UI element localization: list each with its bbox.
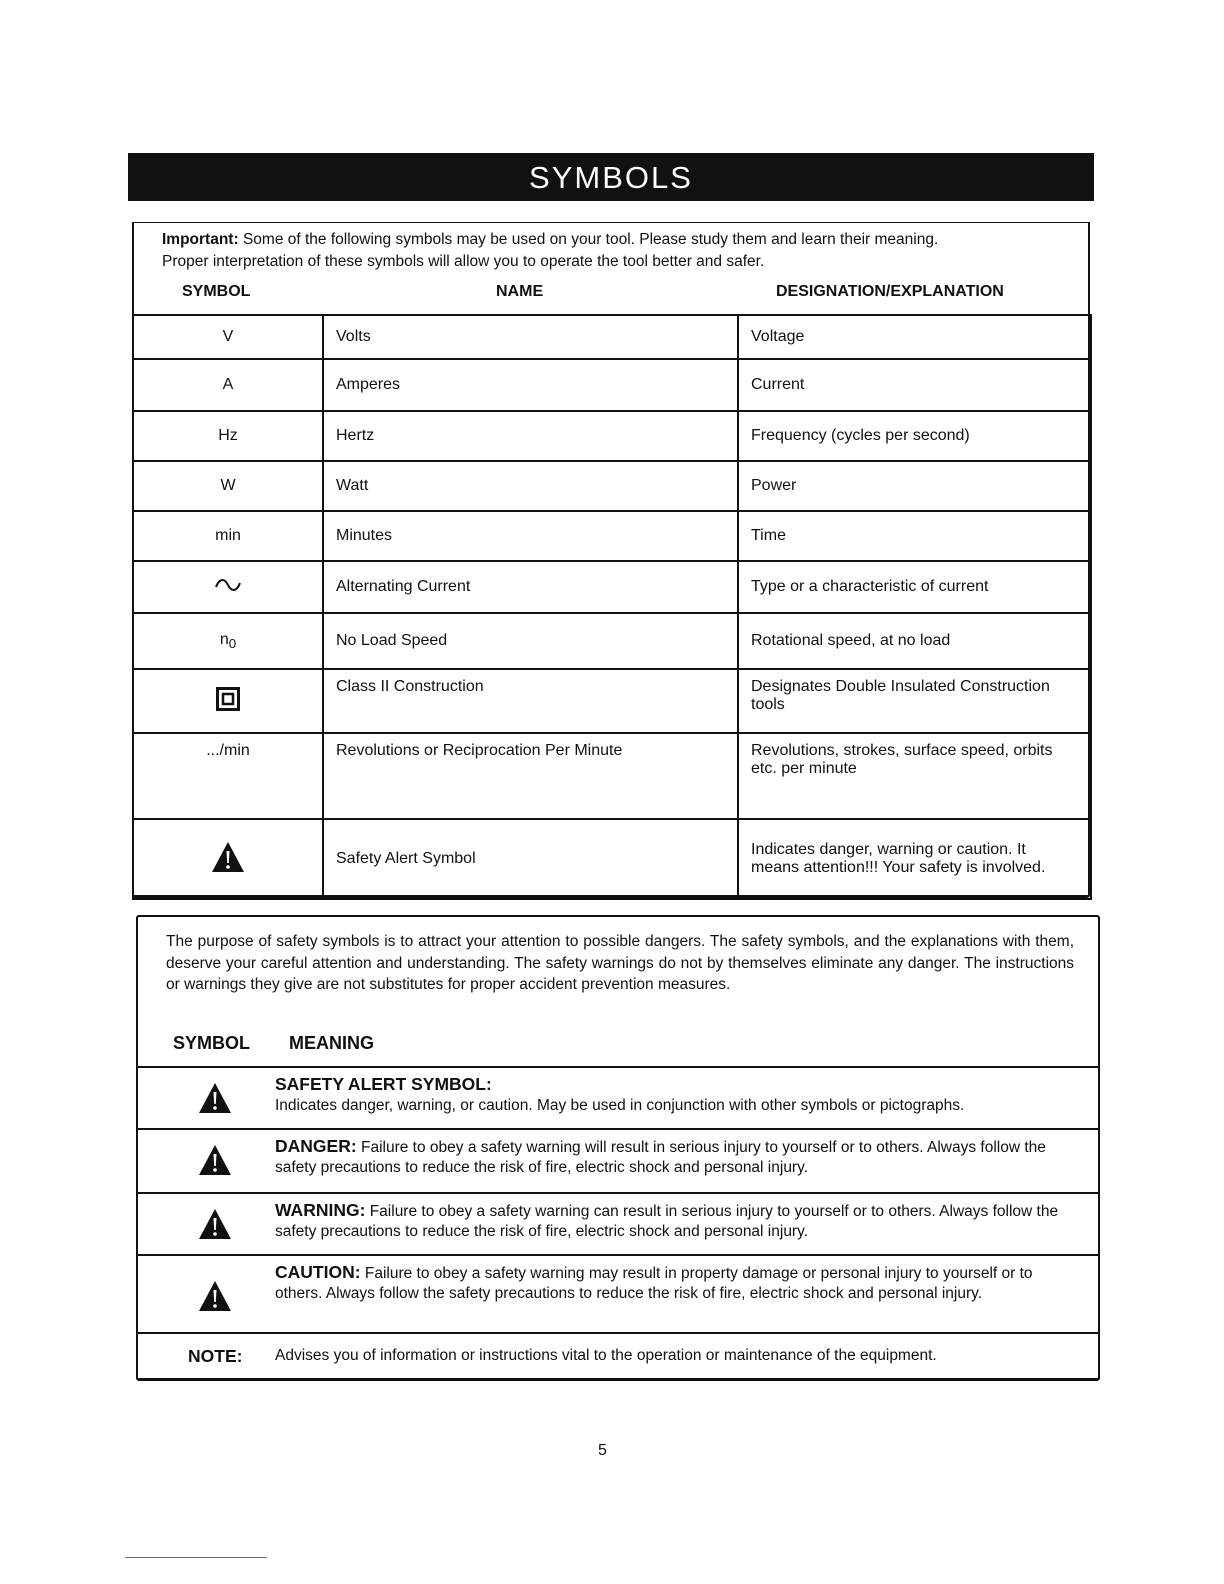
table-row	[133, 613, 1091, 669]
column-header-name: NAME	[496, 283, 544, 300]
table-row	[133, 819, 1091, 899]
symbols-table	[132, 314, 1092, 900]
warning-triangle-icon	[198, 1082, 232, 1119]
symbol-text: V	[222, 328, 234, 345]
meaning-label: DANGER:	[275, 1136, 357, 1156]
symbol-cell	[133, 315, 323, 359]
designation-cell: Power	[738, 461, 1091, 511]
symbol-text: A	[222, 376, 234, 393]
symbol-subscript: 0	[228, 636, 237, 652]
table-row	[133, 315, 1091, 359]
symbol-cell	[133, 733, 323, 819]
symbol-cell	[133, 613, 323, 669]
name-cell: Minutes	[323, 511, 738, 561]
meaning-text	[275, 1200, 1080, 1242]
symbol-cell	[133, 411, 323, 461]
meaning-text	[275, 1136, 1080, 1178]
name-cell: Watt	[323, 461, 738, 511]
meaning-header-meaning: MEANING	[289, 1033, 374, 1053]
table-row	[133, 461, 1091, 511]
meaning-text	[275, 1262, 1080, 1304]
column-header-designation: DESIGNATION/EXPLANATION	[776, 283, 1004, 300]
class-ii-double-square-icon	[216, 698, 240, 715]
note-text: Advises you of information or instructions vital to the operation or maintenance of the equipment.	[275, 1347, 937, 1364]
warning-triangle-icon	[198, 1208, 232, 1245]
meaning-label: SAFETY ALERT SYMBOL:	[275, 1074, 492, 1094]
table-row	[133, 359, 1091, 411]
symbol-text: Hz	[218, 427, 238, 444]
symbol-cell	[133, 819, 323, 899]
meaning-description: Indicates danger, warning, or caution. May be used in conjunction with other symbols or pictographs.	[275, 1097, 965, 1114]
table-row	[133, 511, 1091, 561]
designation-cell: Revolutions, strokes, surface speed, orbits etc. per minute	[738, 733, 1091, 819]
designation-cell: Designates Double Insulated Construction tools	[738, 669, 1091, 733]
symbol-text: .../min	[206, 742, 250, 759]
designation-cell: Voltage	[738, 315, 1091, 359]
meaning-description: Failure to obey a safety warning may result in property damage or personal injury to yourself or to others. Always follow the safety precautions to reduce the risk of fire, electric shock and personal injury.	[275, 1265, 1033, 1302]
meaning-label: WARNING:	[275, 1200, 366, 1220]
warning-triangle-icon	[198, 1144, 232, 1181]
page-number: 5	[598, 1442, 607, 1459]
name-cell: Alternating Current	[323, 561, 738, 613]
name-cell: Volts	[323, 315, 738, 359]
name-cell: Hertz	[323, 411, 738, 461]
meaning-row	[136, 1254, 1100, 1332]
symbol-cell	[133, 511, 323, 561]
symbol-cell	[133, 669, 323, 733]
table-row	[133, 411, 1091, 461]
meaning-header-symbol: SYMBOL	[173, 1033, 251, 1053]
meaning-row	[136, 1192, 1100, 1254]
designation-cell: Current	[738, 359, 1091, 411]
designation-cell: Time	[738, 511, 1091, 561]
symbol-text: n	[219, 630, 229, 648]
column-header-symbol: SYMBOL	[182, 283, 251, 300]
name-cell: Amperes	[323, 359, 738, 411]
meaning-row	[136, 1128, 1100, 1192]
note-row	[136, 1332, 1100, 1380]
designation-cell: Indicates danger, warning or caution. It means attention!!! Your safety is involved.	[738, 819, 1091, 899]
note-label: NOTE:	[188, 1346, 243, 1366]
purpose-paragraph: The purpose of safety symbols is to attract your attention to possible dangers. The safety symbols, and the explanations with them, deserve your careful attention and understanding. The safety warnings do not by themselves eliminate any danger. The instructions or warnings they give are not substitutes for proper accident prevention measures.	[166, 933, 1074, 993]
symbol-text: min	[215, 527, 241, 544]
warning-triangle-icon	[198, 1280, 232, 1317]
meaning-label: CAUTION:	[275, 1262, 361, 1282]
footer-line	[125, 1557, 267, 1558]
name-cell: Class II Construction	[323, 669, 738, 733]
meaning-row	[136, 1066, 1100, 1128]
meaning-description: Failure to obey a safety warning will result in serious injury to yourself or to others. Always follow the safety precautions to reduce the risk of fire, electric shock and personal injury.	[275, 1139, 1046, 1176]
symbol-cell	[133, 461, 323, 511]
intro-line-2: Proper interpretation of these symbols will allow you to operate the tool better and safer.	[162, 253, 765, 270]
table-row	[133, 561, 1091, 613]
name-cell: Safety Alert Symbol	[323, 819, 738, 899]
table-row	[133, 669, 1091, 733]
symbol-text: W	[220, 477, 236, 494]
meaning-description: Failure to obey a safety warning can result in serious injury to yourself or to others. Always follow the safety precautions to reduce the risk of fire, electric shock and personal injury.	[275, 1203, 1059, 1240]
page-title: SYMBOLS	[128, 153, 1094, 201]
intro-text: Some of the following symbols may be used on your tool. Please study them and learn their meaning.	[238, 231, 939, 248]
name-cell: No Load Speed	[323, 613, 738, 669]
table-row	[133, 733, 1091, 819]
intro-line-1	[162, 231, 938, 249]
symbol-cell	[133, 359, 323, 411]
symbol-cell	[133, 561, 323, 613]
designation-cell: Rotational speed, at no load	[738, 613, 1091, 669]
important-label: Important:	[162, 231, 239, 248]
designation-cell: Frequency (cycles per second)	[738, 411, 1091, 461]
name-cell: Revolutions or Reciprocation Per Minute	[323, 733, 738, 819]
warning-triangle-icon	[211, 860, 245, 877]
alternating-current-icon	[213, 580, 243, 597]
meaning-text	[275, 1074, 1080, 1116]
designation-cell: Type or a characteristic of current	[738, 561, 1091, 613]
